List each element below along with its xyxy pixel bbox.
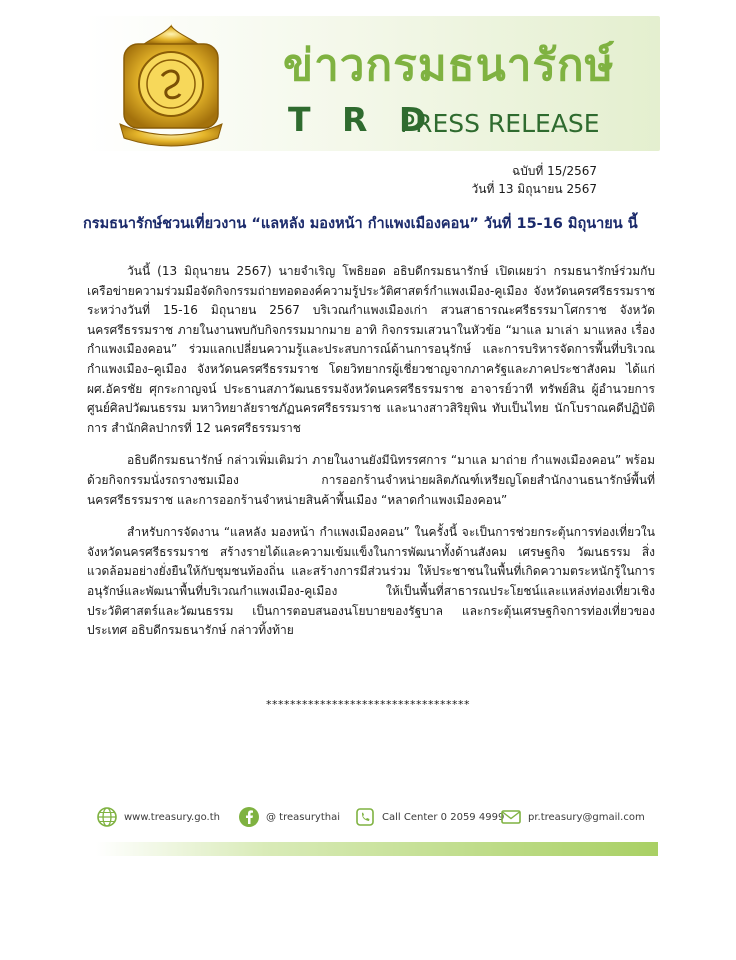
footer-gradient-bar [96, 842, 658, 856]
website-text: www.treasury.go.th [124, 811, 220, 823]
paragraph: สำหรับการจัดงาน “แลหลัง มองหน้า กำแพงเมืองคอน” ในครั้งนี้ จะเป็นการช่วยกระตุ้นการท่องเที่ยวในจังหวัดนครศรีธรรมราช สร้างรายได้และความเข้มแข็งในการพัฒนาทั้งด้านสังคม เศรษฐกิจ วัฒนธรรม สิ่งแวดล้อมอย่างยั่งยืนให้กับชุมชนท้องถิ่น และสร้างการมีส่วนร่วม ให้ประชาชนในพื้นที่เกิดความตระหนักรู้ในการอนุรักษ์และพัฒนาพื้นที่บริเวณกำแพงเมือง-คูเมือง ให้เป็นพื้นที่สาธารณประโยชน์และแหล่งท่องเที่ยวเชิงประวัติศาสตร์และวัฒนธรรม เป็นการตอบสนองนโยบายของรัฐบาล และกระตุ้นเศรษฐกิจการท่องเที่ยวของประเทศ อธิบดีกรมธนารักษ์ กล่าวทิ้งท้าย [87, 525, 655, 638]
headline: กรมธนารักษ์ชวนเที่ยวงาน “แลหลัง มองหน้า กำแพงเมืองคอน” วันที่ 15-16 มิถุนายน นี้ [83, 216, 638, 232]
separator-asterisks: ********************************** [266, 698, 470, 711]
press-release-label: PRESS RELEASE [400, 109, 600, 138]
email-icon [500, 806, 522, 828]
article-body [87, 262, 655, 654]
call-center-link[interactable] [354, 806, 504, 828]
facebook-link[interactable] [238, 806, 340, 828]
email-text: pr.treasury@gmail.com [528, 811, 645, 823]
paragraph: อธิบดีกรมธนารักษ์ กล่าวเพิ่มเติมว่า ภายในงานยังมีนิทรรศการ “มาแล มาถ่าย กำแพงเมืองคอน” พร้อมด้วยกิจกรรมนั่งรถรางชมเมือง การออกร้านจำหน่ายผลิตภัณฑ์เหรียญโดยสำนักงานธนารักษ์พื้นที่นครศรีธรรมราช และการออกร้านจำหน่ายสินค้าพื้นเมือง “หลาดกำแพงเมืองคอน” [87, 453, 655, 507]
paragraph: วันนี้ (13 มิถุนายน 2567) นายจำเริญ โพธิยอด อธิบดีกรมธนารักษ์ เปิดเผยว่า กรมธนารักษ์ร่วมกับเครือข่ายความร่วมมือจัดกิจกรรมถ่ายทอดองค์ความรู้ประวัติศาสตร์กำแพงเมือง-คูเมือง จังหวัดนครศรีธรรมราช ระหว่างวันที่ 15-16 มิถุนายน 2567 บริเวณกำแพงเมืองเก่า สวนสาธารณะศรีธรรมาโศกราช จังหวัดนครศรีธรรมราช ภายในงานพบกับกิจกรรมมากมาย อาทิ กิจกรรมเสวนาในหัวข้อ “มาแล มาเล่า มาแหลง เรื่องกำแพงเมืองคอน” ร่วมแลกเปลี่ยนความรู้และประสบการณ์ด้านการอนุรักษ์ และการบริหารจัดการพื้นที่บริเวณกำแพงเมือง–คูเมือง จังหวัดนครศรีธรรมราช โดยวิทยากรผู้เชี่ยวชาญจากภาครัฐและภาคประชาสังคม ได้แก่ ผศ.อัครชัย ศุกระกาญจน์ ประธานสภาวัฒนธรรมจังหวัดนครศรีธรรมราช อาจารย์วาที ทรัพย์สิน ผู้อำนวยการศูนย์ศิลปวัฒนธรรม มหาวิทยาลัยราชภัฏนครศรีธรรมราช และนางสาวสิริยุพิน ทับเป็นไทย นักโบราณคดีปฏิบัติการ สำนักศิลปากรที่ 12 นครศรีธรรมราช [87, 264, 655, 435]
release-date: วันที่ 13 มิถุนายน 2567 [471, 182, 597, 196]
facebook-text: @ treasurythai [266, 811, 341, 823]
globe-icon [96, 806, 118, 828]
treasury-seal-logo [112, 20, 230, 150]
call-center-text: Call Center 0 2059 4999 [382, 811, 505, 823]
phone-icon [354, 806, 376, 828]
contact-footer [96, 806, 656, 830]
email-link[interactable] [500, 806, 645, 828]
trd-acronym: T R D [288, 100, 437, 139]
facebook-icon [238, 806, 260, 828]
website-link[interactable] [96, 806, 220, 828]
press-title-thai: ข่าวกรมธนารักษ์ [283, 40, 615, 91]
issue-number: ฉบับที่ 15/2567 [512, 164, 597, 178]
